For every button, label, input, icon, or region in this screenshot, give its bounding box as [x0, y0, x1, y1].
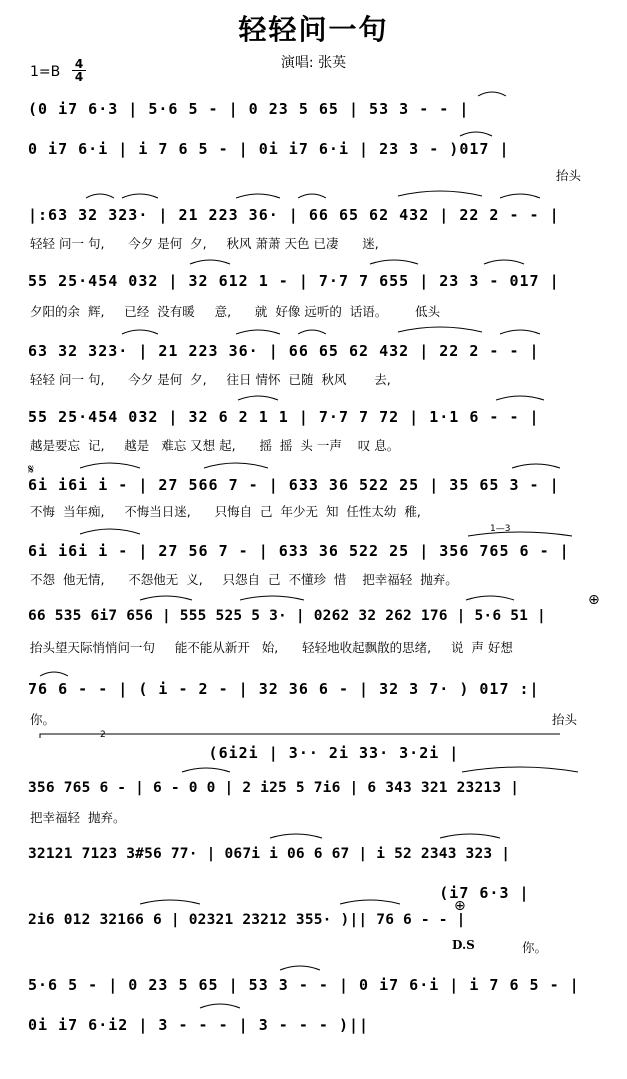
notation-row-11: (6i2i | 3·· 2i 33· 3·2i | [28, 744, 460, 762]
ending-lyric: 你。 [522, 940, 548, 955]
lyric-row-8: 不怨 他无情, 不怨他无 义, 只怨自 己 不懂珍 惜 把幸福轻 抛弃。 [30, 572, 458, 587]
lyric-row-3: 轻轻 问一 句, 今夕 是何 夕, 秋风 萧萧 天色 已凄 迷, [30, 236, 379, 251]
notation-row-5: 63 32 323· | 21 223 36· | 66 65 62 432 | 22 2 - - | [28, 342, 540, 360]
lyric-row-7: 不悔 当年痴, 不悔当日迷, 只悔自 己 年少无 知 任性太幼 稚, [30, 504, 421, 519]
song-title: 轻轻问一句 [238, 13, 389, 46]
lyric-row-4: 夕阳的余 辉, 已经 没有暖 意, 就 好像 远听的 话语。 低头 [30, 304, 441, 319]
coda-mark-2: ⊕ [454, 898, 466, 914]
pickup-lyric-2: 抬头 [552, 712, 578, 727]
dal-segno-mark: D.S [452, 938, 475, 952]
notation-row-9: 66 535 6i7 656 | 555 525 5 3· | 0262 32 262 176 | 5·6 51 | [28, 608, 546, 624]
lyric-row-5: 轻轻 问一 句, 今夕 是何 夕, 往日 情怀 已随 秋风 去, [30, 372, 391, 387]
pickup-lyric-1: 抬头 [556, 168, 582, 183]
notation-row-16: 5·6 5 - | 0 23 5 65 | 53 3 - - | 0 i7 6·i | i 7 6 5 - | [28, 976, 580, 994]
lyric-row-10: 你。 [30, 712, 56, 727]
key-signature: 1=B [30, 64, 61, 80]
notation-row-10: 76 6 - - | ( i - 2 - | 32 36 6 - | 32 3 7· ) 017 :| [28, 680, 540, 698]
notation-row-17: 0i i7 6·i2 | 3 - - - | 3 - - - )|| [28, 1016, 370, 1034]
lyric-row-9: 抬头望天际悄悄问一句 能不能从新开 始, 轻轻地收起飘散的思绪, 说 声 好想 [30, 640, 513, 655]
notation-row-8: 6i i6i i - | 27 56 7 - | 633 36 522 25 | 356 765 6 - | [28, 542, 570, 560]
time-signature-top: 4 [74, 57, 84, 71]
notation-row-6: 55 25·454 032 | 32 6 2 1 1 | 7·7 7 72 | 1·1 6 - - | [28, 408, 540, 426]
notation-row-14: (i7 6·3 | [28, 884, 530, 902]
notation-row-13: 32121 7123 3#56 77· | 067i i 06 6 67 | i 52 2343 323 | [28, 846, 511, 862]
singer-credit: 演唱: 张英 [280, 55, 347, 71]
coda-mark: ⊕ [588, 592, 600, 608]
notation-row-15: 2i6 012 32166 6 | 02321 23212 355· )|| 76 6 - - | [28, 912, 466, 928]
volta-2-number: 2 [100, 730, 106, 740]
notation-row-2: 0 i7 6·i | i 7 6 5 - | 0i i7 6·i | 23 3 - )017 | [28, 140, 510, 158]
notation-row-4: 55 25·454 032 | 32 612 1 - | 7·7 7 655 | 23 3 - 017 | [28, 272, 560, 290]
notation-row-7: 6i i6i i - | 27 566 7 - | 633 36 522 25 | 35 65 3 - | [28, 476, 560, 494]
time-signature-bottom: 4 [74, 70, 84, 84]
tuplet-mark: 1—3 [490, 524, 511, 534]
segno-mark: 𝄋 [28, 462, 35, 478]
notation-row-1: (0 i7 6·3 | 5·6 5 - | 0 23 5 65 | 53 3 - - | [28, 100, 470, 118]
lyric-row-6: 越是要忘 记, 越是 难忘 又想 起, 摇 摇 头 一声 叹 息。 [30, 438, 400, 453]
notation-row-12: 356 765 6 - | 6 - 0 0 | 2 i25 5 7i6 | 6 343 321 23213 | [28, 780, 520, 796]
notation-row-3: |:63 32 323· | 21 223 36· | 66 65 62 432 | 22 2 - - | [28, 206, 560, 224]
lyric-row-12: 把幸福轻 抛弃。 [30, 810, 126, 825]
